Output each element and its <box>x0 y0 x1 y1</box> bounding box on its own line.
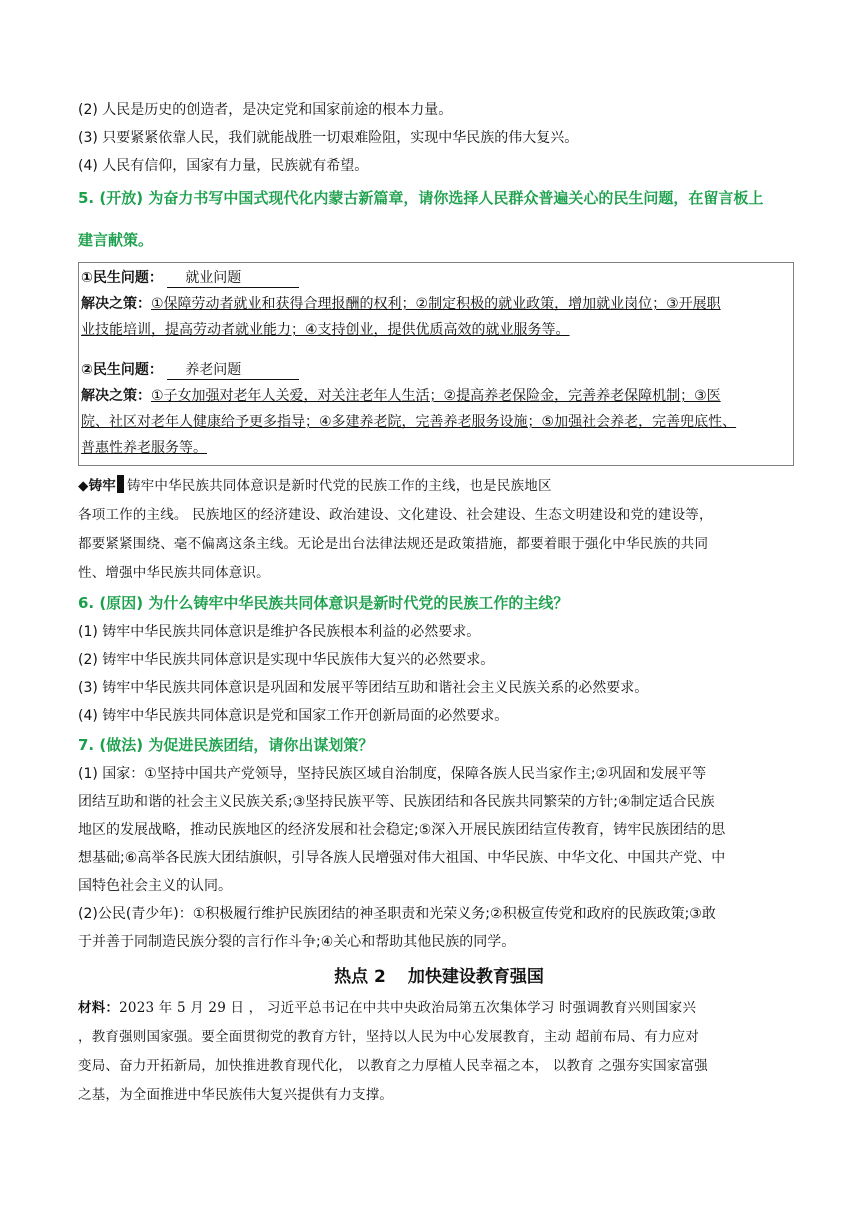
question-text-cont: 建言献策。 <box>78 231 154 249</box>
question-label: 6. (原因) <box>78 594 144 612</box>
paragraph-text: 各项工作的主线。 民族地区的经济建设、政治建设、文化建设、社会建设、生态文明建设和党的建设等， <box>78 507 713 523</box>
section-people-items <box>78 96 800 180</box>
question-label: 5. (开放) <box>78 189 144 207</box>
list-item: (3) 只要紧紧依靠人民，我们就能战胜一切艰难险阻，实现中华民族的伟大复兴。 <box>78 130 579 146</box>
paragraph-text: 变局、奋力开拓新局，加快推进教育现代化， 以教育之力厚植人民幸福之本， 以教育 之强夯实国家富强 <box>78 1058 708 1074</box>
heading-title: 加快建设教育强国 <box>407 967 544 987</box>
document-page <box>78 96 800 1110</box>
list-item: (3) 铸牢中华民族共同体意识是巩固和发展平等团结互助和谐社会主义民族关系的必然要求。 <box>78 680 649 696</box>
text-cursor-mark <box>117 475 124 493</box>
solution-label: 解决之策： <box>81 296 151 312</box>
list-item: (4) 铸牢中华民族共同体意识是党和国家工作开创新局面的必然要求。 <box>78 708 509 724</box>
question-label: 7. (做法) <box>78 736 144 754</box>
paragraph-text: 都要紧紧围绕、毫不偏离这条主线。无论是出台法律法规还是政策措施，都要着眼于强化中华民族的共同 <box>78 536 709 552</box>
paragraph-line: 国特色社会主义的认同。 <box>78 878 232 894</box>
solution-text: 普惠性养老服务等。 <box>81 440 207 456</box>
heading-number: 热点 2 <box>334 967 386 987</box>
paragraph-line: 地区的发展战略，推动民族地区的经济发展和社会稳定;⑤深入开展民族团结宣传教育，铸牢民族团结的思 <box>78 822 726 838</box>
paragraph-text: ，教育强则国家强。要全面贯彻党的教育方针，坚持以人民为中心发展教育，主动 超前布局、有力应对 <box>78 1029 699 1045</box>
question-text: 为促进民族团结，请你出谋划策？ <box>148 736 374 754</box>
list-item: (2) 铸牢中华民族共同体意识是实现中华民族伟大复兴的必然要求。 <box>78 652 495 668</box>
issue-label: ①民生问题： <box>81 270 163 286</box>
list-item: (4) 人民有信仰，国家有力量，民族就有希望。 <box>78 158 369 174</box>
question-7 <box>78 730 800 956</box>
issue-label: ②民生问题： <box>81 362 163 378</box>
question-text: 为奋力书写中国式现代化内蒙古新篇章，请你选择人民群众普遍关心的民生问题，在留言板上 <box>148 189 764 207</box>
solution-text: ①子女加强对老年人关爱，对关注老年人生活；②提高养老保险金，完善养老保障机制；③医 <box>151 388 721 404</box>
solution-text: 业技能培训，提高劳动者就业能力；④支持创业，提供优质高效的就业服务等。 <box>81 322 570 338</box>
solution-label: 解决之策： <box>81 388 151 404</box>
hot-topic-heading <box>78 960 800 994</box>
paragraph-line: 想基础;⑥高举各民族大团结旗帜，引导各族人民增强对伟大祖国、中华民族、中华文化、中国共产党、中 <box>78 850 726 866</box>
issue-value: 就业问题 <box>167 269 299 288</box>
paragraph-line: (1) 国家：①坚持中国共产党领导，坚持民族区域自治制度，保障各族人民当家作主;②巩固和发展平等 <box>78 766 707 782</box>
zhulao-section <box>78 472 800 588</box>
question-5 <box>78 182 800 256</box>
solution-text: 院、社区对老年人健康给予更多指导；④多建养老院，完善养老服务设施；⑤加强社会养老，完善兜底性、 <box>81 414 737 430</box>
solution-text: ①保障劳动者就业和获得合理报酬的权利；②制定积极的就业政策，增加就业岗位；③开展职 <box>151 296 721 312</box>
paragraph-text: 性、增强中华民族共同体意识。 <box>78 565 270 581</box>
paragraph-line: 团结互助和谐的社会主义民族关系;③坚持民族平等、民族团结和各民族共同繁荣的方针;④制定适合民族 <box>78 794 715 810</box>
message-board-box <box>78 262 794 466</box>
section-title: ◆铸牢 <box>78 478 116 494</box>
list-item: (1) 铸牢中华民族共同体意识是维护各民族根本利益的必然要求。 <box>78 624 481 640</box>
material-label: 材料： <box>78 1000 120 1016</box>
paragraph-text: 铸牢中华民族共同体意识是新时代党的民族工作的主线，也是民族地区 <box>126 478 552 494</box>
question-6 <box>78 588 800 730</box>
paragraph-text: 之基，为全面推进中华民族伟大复兴提供有力支撑。 <box>78 1087 394 1103</box>
paragraph-line: 于并善于同制造民族分裂的言行作斗争;④关心和帮助其他民族的同学。 <box>78 934 516 950</box>
list-item: (2) 人民是历史的创造者，是决定党和国家前途的根本力量。 <box>78 102 453 118</box>
paragraph-line: (2)公民(青少年)：①积极履行维护民族团结的神圣职责和光荣义务;②积极宣传党和政府的民族政策;③敢 <box>78 906 716 922</box>
issue-value: 养老问题 <box>167 361 299 380</box>
paragraph-text: 2023 年 5 月 29 日 ， 习近平总书记在中共中央政治局第五次集体学习 时强调教育兴则国家兴 <box>119 1000 697 1016</box>
material-section <box>78 994 800 1110</box>
question-text: 为什么铸牢中华民族共同体意识是新时代党的民族工作的主线？ <box>148 594 569 612</box>
